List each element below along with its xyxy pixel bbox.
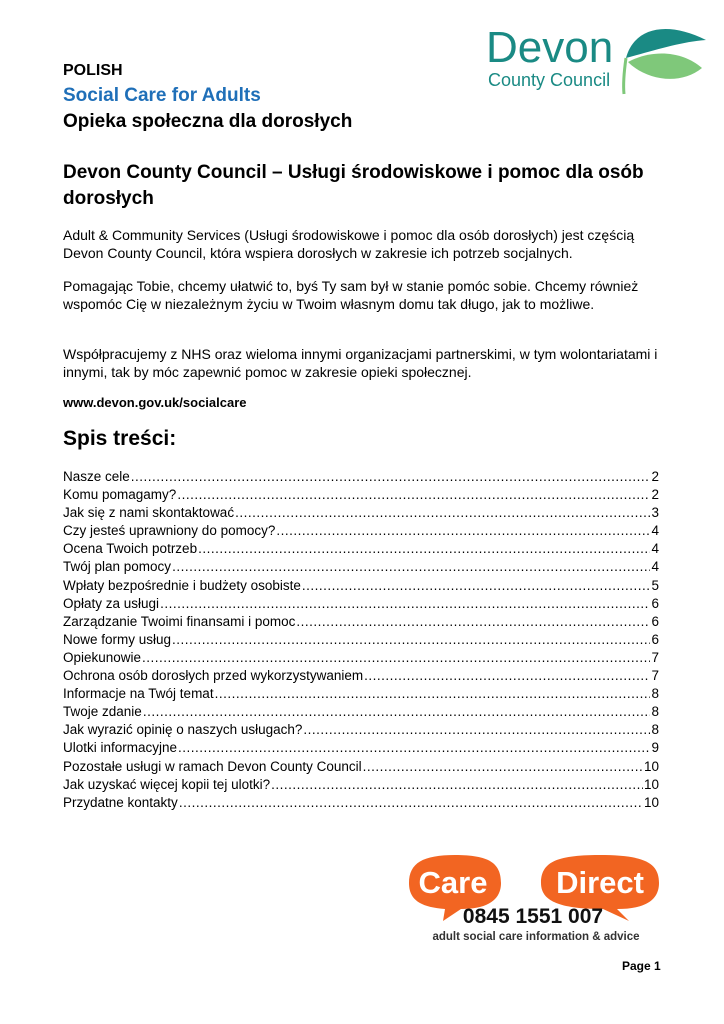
toc-leader-dots (235, 504, 650, 522)
toc-entry-page: 2 (651, 469, 659, 484)
toc-entry[interactable] (63, 540, 659, 558)
logo-devon-text: Devon (486, 23, 614, 72)
toc-entry[interactable] (63, 613, 659, 631)
toc-leader-dots (363, 758, 643, 776)
toc-entry-label: Wpłaty bezpośrednie i budżety osobiste (63, 577, 301, 593)
main-title: Devon County Council – Usługi środowiskowe i pomoc dla osób dorosłych (63, 162, 644, 209)
toc-entry-page: 7 (651, 668, 659, 684)
toc-leader-dots (143, 703, 651, 721)
toc-entry-label: Twój plan pomocy (63, 559, 172, 575)
toc-leader-dots (172, 631, 650, 649)
toc-entry-page: 10 (643, 758, 659, 774)
toc-entry-page: 10 (643, 776, 659, 792)
toc-entry[interactable] (63, 595, 659, 613)
toc-entry[interactable] (63, 631, 659, 649)
toc-entry-label: Opiekunowie (63, 649, 142, 665)
table-of-contents (63, 468, 659, 812)
toc-entry-page: 3 (651, 505, 659, 521)
toc-entry-label: Informacje na Twój temat (63, 686, 214, 702)
toc-entry-page: 5 (651, 577, 659, 593)
toc-entry-label: Jak uzyskać więcej kopii tej ulotki? (63, 776, 271, 792)
toc-entry-page: 8 (651, 722, 659, 738)
website-link[interactable]: www.devon.gov.uk/socialcare (63, 395, 247, 410)
toc-entry-label: Pozostałe usługi w ramach Devon County Council (63, 758, 362, 774)
toc-leader-dots (172, 558, 650, 576)
toc-leader-dots (178, 739, 650, 757)
care-direct-tagline: adult social care information & advice (432, 931, 640, 943)
care-direct-phone: 0845 1551 007 (462, 905, 604, 928)
toc-entry-page: 2 (651, 487, 659, 503)
toc-leader-dots (296, 613, 650, 631)
toc-entry[interactable] (63, 721, 659, 739)
toc-entry[interactable] (63, 504, 659, 522)
toc-leader-dots (177, 486, 650, 504)
toc-leader-dots (364, 667, 650, 685)
toc-entry-label: Ochrona osób dorosłych przed wykorzystywaniem (63, 668, 364, 684)
toc-entry[interactable] (63, 558, 659, 576)
toc-entry[interactable] (63, 577, 659, 595)
toc-entry-label: Zarządzanie Twoimi finansami i pomoc (63, 613, 296, 629)
polish-title: Opieka społeczna dla dorosłych (63, 111, 353, 132)
toc-entry-label: Jak wyrazić opinię o naszych usługach? (63, 722, 303, 738)
toc-entry[interactable] (63, 486, 659, 504)
toc-entry-label: Komu pomagamy? (63, 487, 177, 503)
toc-leader-dots (303, 721, 650, 739)
toc-entry-page: 6 (651, 631, 659, 647)
toc-entry[interactable] (63, 685, 659, 703)
toc-entry[interactable] (63, 649, 659, 667)
toc-entry-label: Twoje zdanie (63, 704, 142, 720)
toc-entry-page: 4 (651, 523, 659, 539)
toc-entry-page: 9 (651, 740, 659, 756)
toc-entry-page: 10 (643, 794, 659, 810)
toc-leader-dots (131, 468, 651, 486)
toc-entry-page: 7 (651, 649, 659, 665)
toc-entry[interactable] (63, 758, 659, 776)
toc-leader-dots (179, 794, 643, 812)
intro-paragraph-2: Pomagając Tobie, chcemy ułatwić to, byś Ty sam był w stanie pomóc sobie. Chcemy również wspomóc Cię w niezależnym życiu w Twoim własnym domu tak długo, jak to możliwe. (63, 278, 639, 312)
toc-entry-label: Czy jesteś uprawniony do pomocy? (63, 523, 276, 539)
toc-entry-label: Ocena Twoich potrzeb (63, 541, 198, 557)
toc-entry[interactable] (63, 703, 659, 721)
toc-entry-page: 8 (651, 704, 659, 720)
toc-entry-page: 6 (651, 613, 659, 629)
logo-county-council-text: County Council (488, 70, 611, 90)
toc-title: Spis treści: (63, 427, 177, 450)
english-title: Social Care for Adults (63, 85, 261, 106)
toc-entry-label: Nasze cele (63, 469, 130, 484)
toc-entry-label: Nowe formy usług (63, 631, 172, 647)
toc-entry-label: Opłaty za usługi (63, 595, 160, 611)
care-direct-logo (405, 853, 663, 945)
toc-leader-dots (160, 595, 650, 613)
toc-entry-page: 6 (651, 595, 659, 611)
toc-leader-dots (302, 577, 651, 595)
toc-entry[interactable] (63, 667, 659, 685)
toc-entry[interactable] (63, 468, 659, 486)
toc-entry[interactable] (63, 522, 659, 540)
toc-leader-dots (215, 685, 651, 703)
direct-word: Direct (556, 865, 644, 900)
toc-leader-dots (142, 649, 650, 667)
page-number: Page 1 (622, 959, 661, 973)
leaf-icon (624, 29, 706, 94)
toc-entry-label: Ulotki informacyjne (63, 740, 178, 756)
toc-entry-label: Jak się z nami skontaktować (63, 505, 235, 521)
toc-leader-dots (271, 776, 643, 794)
toc-entry-page: 4 (651, 541, 659, 557)
toc-leader-dots (276, 522, 650, 540)
intro-paragraph-1: Adult & Community Services (Usługi środowiskowe i pomoc dla osób dorosłych) jest częścią Devon County Council, która wspiera dorosłych w zakresie ich potrzeb socjalnych. (63, 227, 635, 261)
toc-leader-dots (198, 540, 650, 558)
toc-entry-page: 8 (651, 686, 659, 702)
toc-entry[interactable] (63, 794, 659, 812)
toc-entry-page: 4 (651, 559, 659, 575)
care-word: Care (418, 865, 488, 900)
devon-county-council-logo (484, 14, 710, 100)
toc-entry[interactable] (63, 776, 659, 794)
intro-paragraph-3: Współpracujemy z NHS oraz wieloma innymi organizacjami partnerskimi, w tym wolontariatami i innymi, tak by móc zapewnić pomoc w zakresie opieki społecznej. (63, 346, 658, 380)
toc-entry[interactable] (63, 739, 659, 757)
language-label: POLISH (63, 62, 123, 79)
toc-entry-label: Przydatne kontakty (63, 794, 178, 810)
